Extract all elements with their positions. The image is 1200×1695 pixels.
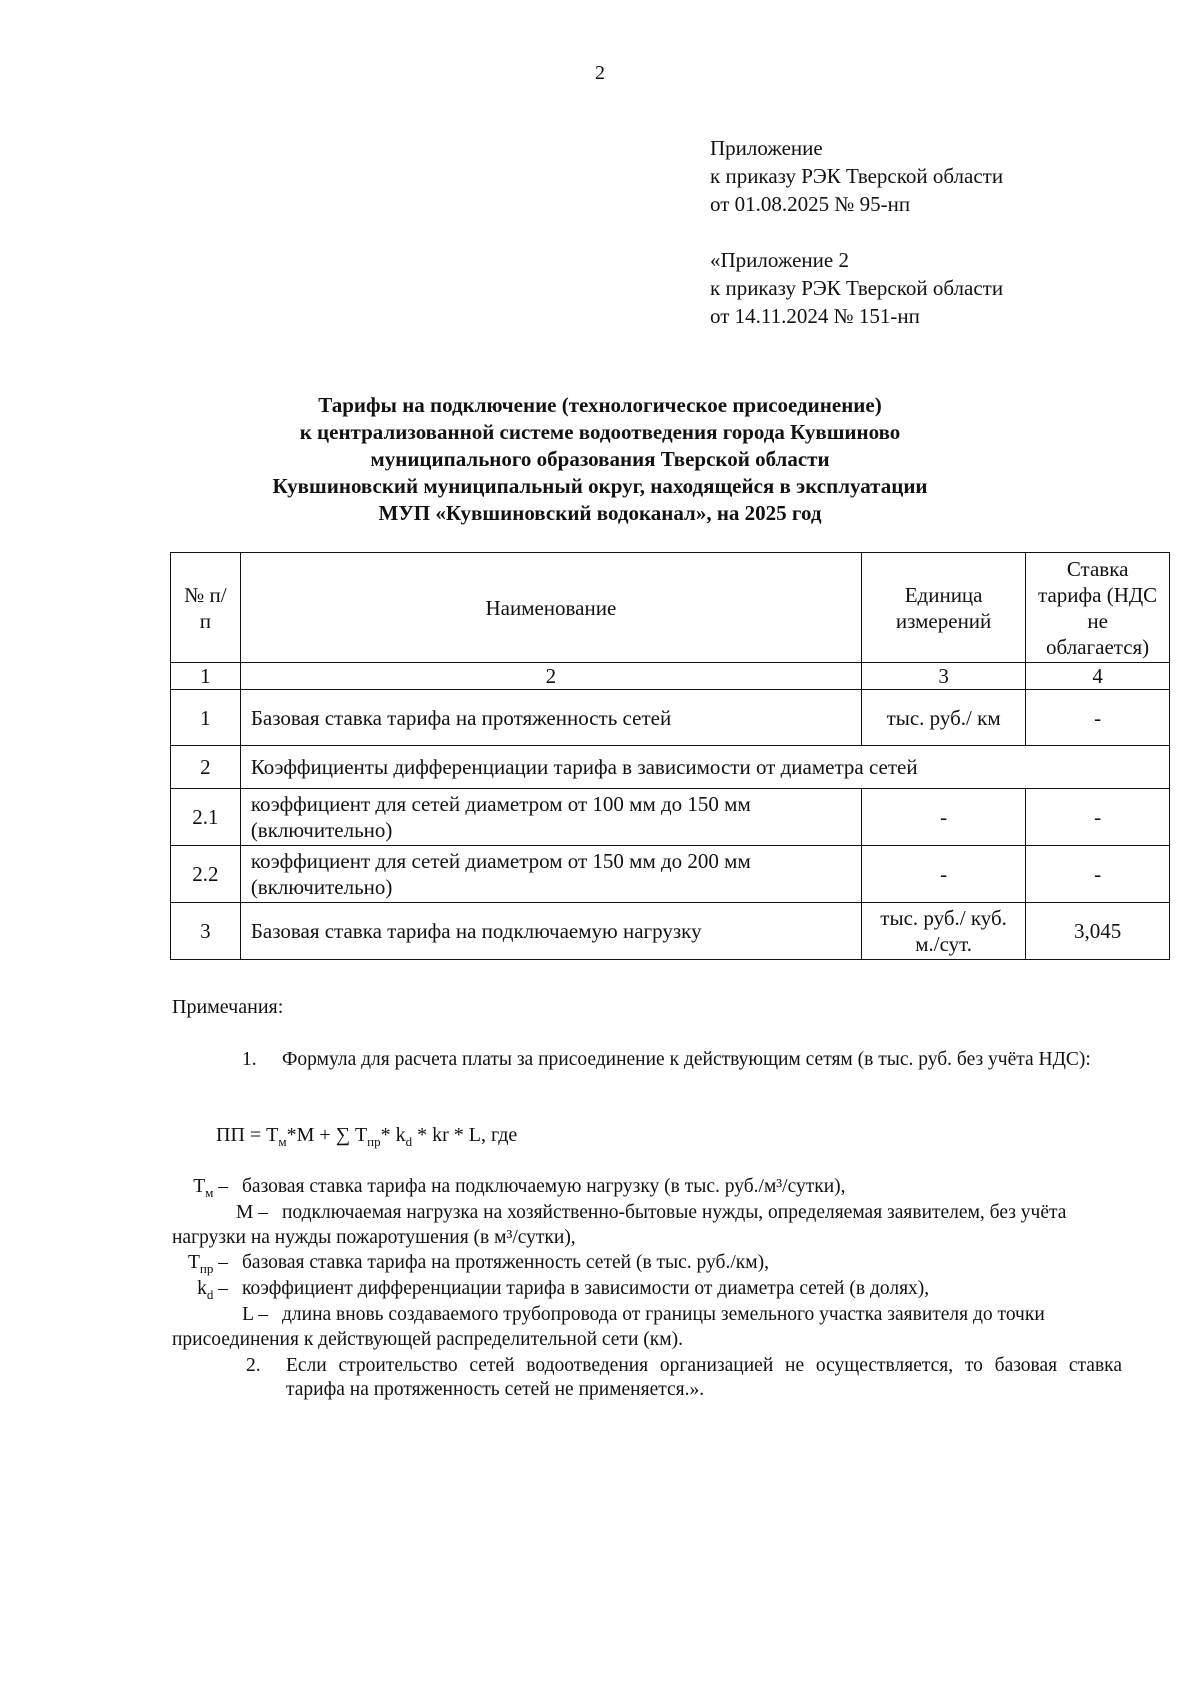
row-name: Базовая ставка тарифа на подключаемую нагрузку	[240, 903, 861, 960]
appendix-line: от 01.08.2025 № 95-нп	[710, 192, 911, 216]
table-header-row	[171, 553, 1170, 663]
col-number: 2	[240, 663, 861, 690]
table-row	[171, 690, 1170, 746]
row-name: коэффициент для сетей диаметром от 150 мм до 200 мм (включительно)	[240, 846, 861, 903]
appendix-line: к приказу РЭК Тверской области	[710, 164, 1004, 188]
page-number: 2	[595, 62, 605, 84]
definition-text: подключаемая нагрузка на хозяйственно-бытовые нужды, определяемая заявителем, без учёта нагрузки на нужды пожаротушения (в м³/сутки),	[172, 1202, 1067, 1248]
appendix-2-header	[710, 246, 1003, 330]
appendix-header	[710, 134, 1003, 218]
header-num: № п/п	[171, 553, 241, 663]
row-unit: тыс. руб./ куб. м./сут.	[861, 903, 1025, 960]
table-row	[171, 789, 1170, 846]
title-line: Тарифы на подключение (технологическое присоединение)	[318, 393, 882, 417]
title-line: муниципального образования Тверской области	[370, 447, 830, 471]
header-rate: Ставка тарифа (НДС не облагается)	[1026, 553, 1170, 663]
definition-m	[172, 1200, 1122, 1250]
note-2-text: Если строительство сетей водоотведения организацией не осуществляется, то базовая ставка тарифа на протяженность сетей не применяется.».	[286, 1355, 1122, 1400]
formula-render: ПП = $Т_м*М$ + ∑ $Т_{пр}*$ $k_d$ * kr * L, где	[216, 1124, 518, 1149]
note-2-number: 2.	[246, 1355, 261, 1376]
tariff-table	[170, 552, 1170, 960]
row-rate: -	[1026, 690, 1170, 746]
column-number-row	[171, 663, 1170, 690]
definition-symbol: $Т_{пр}$ –	[187, 1252, 228, 1276]
table-row	[171, 903, 1170, 960]
definition-text: базовая ставка тарифа на подключаемую нагрузку (в тыс. руб./м³/сутки),	[242, 1176, 846, 1197]
definition-text: базовая ставка тарифа на протяженность сетей (в тыс. руб./км),	[242, 1252, 769, 1273]
definition-symbol: $Т_м$ –	[193, 1176, 228, 1200]
row-rate: -	[1026, 789, 1170, 846]
definition-l	[172, 1302, 1122, 1352]
title-line: Кувшиновский муниципальный округ, находящейся в эксплуатации	[272, 474, 928, 498]
row-num: 2	[171, 746, 241, 789]
title-line: к централизованной системе водоотведения города Кувшиново	[299, 420, 901, 444]
table-row	[171, 746, 1170, 789]
row-unit: тыс. руб./ км	[861, 690, 1025, 746]
row-num: 2.1	[171, 789, 241, 846]
row-num: 2.2	[171, 846, 241, 903]
col-number: 4	[1026, 663, 1170, 690]
formula	[216, 1124, 517, 1150]
row-rate: -	[1026, 846, 1170, 903]
definition-text: длина вновь создаваемого трубопровода от границы земельного участка заявителя до точки присоединения к действующей распределительной сети (км).	[172, 1304, 1045, 1350]
row-name: коэффициент для сетей диаметром от 100 мм до 150 мм (включительно)	[240, 789, 861, 846]
table-row	[171, 846, 1170, 903]
header-name: Наименование	[240, 553, 861, 663]
row-unit: -	[861, 846, 1025, 903]
row-unit: -	[861, 789, 1025, 846]
title-line: МУП «Кувшиновский водоканал», на 2025 год	[378, 501, 822, 525]
row-name: Базовая ставка тарифа на протяженность сетей	[240, 690, 861, 746]
document-title	[150, 392, 1050, 527]
definition-symbol: L –	[242, 1304, 268, 1325]
notes-heading: Примечания:	[172, 996, 284, 1018]
appendix-line: «Приложение 2	[710, 248, 849, 272]
definition-symbol: $k_d$ –	[197, 1278, 228, 1302]
appendix-line: к приказу РЭК Тверской области	[710, 276, 1004, 300]
row-num: 1	[171, 690, 241, 746]
note-1-text: Формула для расчета платы за присоединение к действующим сетям (в тыс. руб. без учёта НДС):	[282, 1049, 1091, 1070]
appendix-line: от 14.11.2024 № 151-нп	[710, 304, 920, 328]
col-number: 1	[171, 663, 241, 690]
row-num: 3	[171, 903, 241, 960]
note-1-number: 1.	[242, 1049, 257, 1070]
header-unit: Единица измерений	[861, 553, 1025, 663]
definition-symbol: М –	[236, 1202, 268, 1223]
row-rate: 3,045	[1026, 903, 1170, 960]
definition-text: коэффициент дифференциации тарифа в зависимости от диаметра сетей (в долях),	[242, 1278, 930, 1299]
col-number: 3	[861, 663, 1025, 690]
appendix-line: Приложение	[710, 136, 823, 160]
row-name: Коэффициенты дифференциации тарифа в зависимости от диаметра сетей	[240, 746, 1169, 789]
